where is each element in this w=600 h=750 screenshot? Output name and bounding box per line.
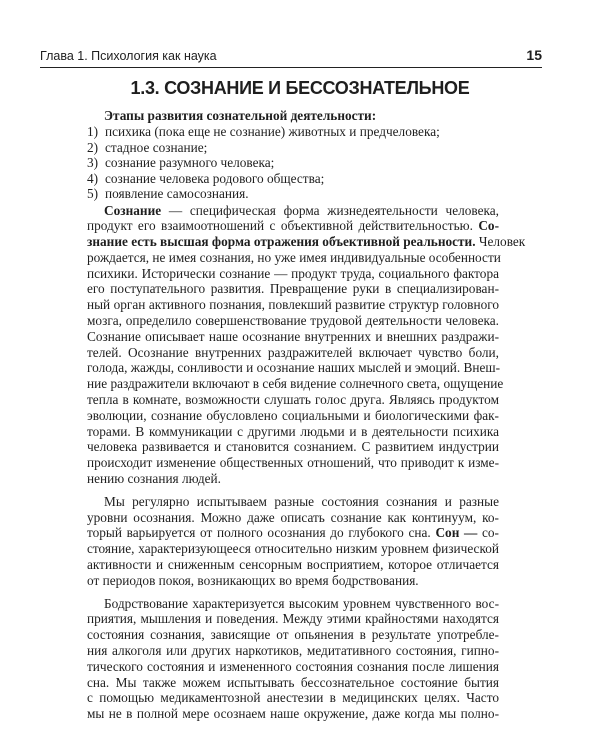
list-item-number: 2)	[87, 139, 99, 155]
list-item	[87, 140, 499, 156]
text-line: Сознание — специфическая форма жизнедеятельности человека,	[104, 202, 499, 218]
page-number: 15	[526, 47, 542, 63]
list-item-text: сознание человека родового общества;	[105, 170, 325, 186]
text-line: психики. Исторически сознание — продукт труда, социального фактора	[87, 265, 499, 281]
list-item	[87, 155, 499, 171]
list-item-number: 3)	[87, 155, 99, 170]
list-item	[87, 124, 499, 140]
header-rule	[40, 67, 542, 68]
stages-list	[87, 124, 499, 202]
list-item-text: психика (пока еще не сознание) животных и предчеловека;	[105, 124, 440, 139]
text-line: продукт его взаимоотношений с объективной действительностью. Со-	[87, 218, 499, 234]
text-line: активности и сниженным сенсорным восприятием, которое отличается	[87, 557, 499, 573]
text-line: состояния сознания, зависящие от опьянения в результате употребле-	[87, 627, 499, 643]
section-title: 1.3. СОЗНАНИЕ И БЕССОЗНАТЕЛЬНОЕ	[130, 78, 470, 98]
list-item-number: 1)	[87, 124, 99, 139]
text-line: торами. В коммуникации с другими людьми и в деятельности психика	[87, 423, 499, 439]
list-item	[87, 186, 499, 202]
text-line: Мы регулярно испытываем разные состояния сознания и разные	[104, 493, 499, 509]
text-line: знание есть высшая форма отражения объективной реальности. Человек	[87, 234, 526, 250]
list-item	[87, 171, 499, 187]
list-item-text: сознание разумного человека;	[105, 155, 275, 170]
list-item-number: 5)	[87, 186, 99, 201]
text-line: происходит изменение общественных отношений, что приводит к изме-	[87, 455, 499, 471]
text-line: с помощью медикаментозной анестезии в медицинских целях. Часто	[87, 690, 499, 706]
text-line: мы не в полной мере осознаем наше окружение, даже когда мы полно-	[87, 706, 499, 722]
text-line: ный орган активного познания, повлекший развитие структур головного	[87, 297, 499, 313]
definition-bold: знание есть высшая форма отражения объективной реальности.	[87, 234, 476, 250]
text-line: телей. Осознание внутренних раздражителей включает чувство боли,	[87, 344, 499, 360]
text-line: от периодов покоя, возникающих во время бодрствования.	[87, 572, 419, 588]
text-line: голода, жажды, сонливости и осознание наших мыслей и эмоций. Внеш-	[87, 360, 501, 376]
list-item-text: стадное сознание;	[105, 139, 208, 155]
chapter-title: Глава 1. Психология как наука	[40, 49, 217, 63]
list-item-number: 4)	[87, 170, 99, 186]
term-consciousness: Сознание	[104, 202, 162, 218]
paragraph-states	[87, 494, 499, 589]
text-line: торый варьируется от полного осознания до глубокого сна. Сон — со-	[87, 525, 499, 541]
text-line: эволюции, сознание обусловлено социальными и биологическими фак-	[87, 407, 499, 423]
text-line: приятия, мышления и поведения. Между этими крайностями находятся	[87, 611, 499, 627]
paragraph-consciousness	[87, 202, 526, 487]
text-line: его поступательного развития. Превращение руки в специализирован-	[87, 281, 499, 297]
text-line: сна. Мы также можем испытывать бессознательное состояние бытия	[87, 674, 499, 690]
page-body	[87, 108, 526, 722]
text-line: Бодрствование характеризуется высоким уровнем чувственного вос-	[104, 595, 499, 611]
text-line: уровни осознания. Можно даже описать сознание как континуум, ко-	[87, 509, 499, 525]
text-line: Сознание описывает наше осознание внутренних и внешних раздражи-	[87, 328, 499, 344]
paragraph-wakefulness	[87, 596, 499, 722]
running-header	[40, 45, 542, 65]
text-line: тепла в комнате, возможности слушать голос друга. Являясь продуктом	[87, 392, 499, 408]
term-sleep: Сон —	[435, 525, 478, 541]
text-line: человека развивается и становится сознанием. С развитием индустрии	[87, 439, 499, 455]
text-line: мозга, определило совершенствование трудовой деятельности человека.	[87, 313, 499, 329]
text-line: нению сознания людей.	[87, 471, 222, 487]
text-line: рождается, не имея сознания, но уже имея индивидуальные особенности	[87, 249, 501, 265]
text-line: ние раздражители включают в себя видение солнечного света, ощущение	[87, 376, 504, 392]
text-line: стояние, характеризующееся относительно низким уровнем физической	[87, 541, 499, 557]
text-line: ния алкоголя или других наркотиков, медитативного состояния, гипно-	[87, 643, 499, 659]
stages-title: Этапы развития сознательной деятельности:	[104, 108, 377, 123]
text-line: тического состояния и измененного состояния сознания после лишения	[87, 658, 499, 674]
list-item-text: появление самосознания.	[105, 186, 249, 201]
